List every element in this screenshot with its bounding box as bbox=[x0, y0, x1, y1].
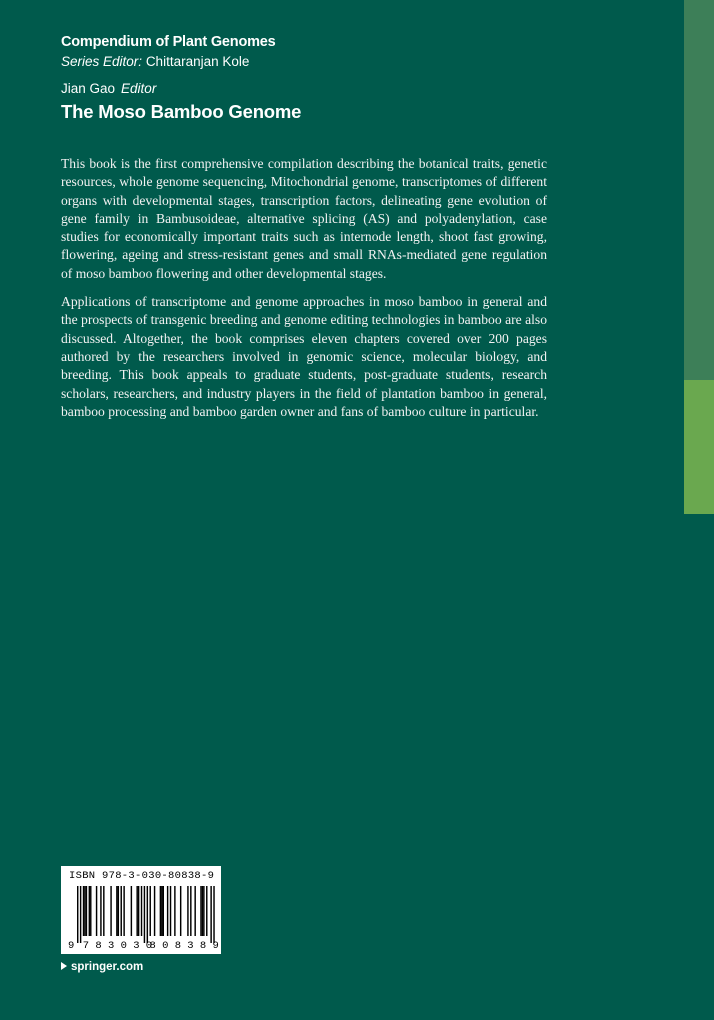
barcode-bar bbox=[150, 886, 151, 936]
barcode-digits: 8 0 8 3 8 9 bbox=[149, 940, 219, 952]
barcode-bar bbox=[138, 886, 139, 936]
barcode-bar bbox=[96, 886, 97, 936]
barcode-bar bbox=[118, 886, 119, 936]
barcode-bar bbox=[86, 886, 87, 936]
barcode-bar bbox=[100, 886, 101, 936]
barcode-digits: 9 bbox=[68, 940, 75, 952]
spine-strip-top bbox=[684, 0, 714, 380]
barcode-bar bbox=[131, 886, 132, 936]
publisher-link[interactable] bbox=[61, 961, 143, 973]
barcode-bar bbox=[161, 886, 162, 936]
barcode-digits: 7 8 3 0 3 0 bbox=[82, 940, 153, 952]
barcode-bar bbox=[147, 886, 148, 943]
barcode-bar bbox=[83, 886, 84, 936]
barcode-graphic bbox=[61, 884, 221, 954]
barcode-bar bbox=[180, 886, 181, 936]
barcode-bar bbox=[203, 886, 204, 936]
barcode-bar bbox=[123, 886, 124, 936]
barcode-bar bbox=[160, 886, 161, 936]
series-editor-name: Chittaranjan Kole bbox=[145, 54, 250, 69]
barcode-bar bbox=[167, 886, 168, 936]
barcode-bar bbox=[144, 886, 145, 943]
isbn-barcode bbox=[61, 866, 221, 954]
isbn-label: ISBN 978-3-030-80838-9 bbox=[69, 870, 215, 882]
triangle-right-icon bbox=[61, 962, 67, 970]
barcode-bar bbox=[80, 886, 81, 943]
barcode-bar bbox=[136, 886, 137, 936]
series-title: Compendium of Plant Genomes bbox=[61, 34, 276, 50]
barcode-bar bbox=[163, 886, 164, 936]
series-editor bbox=[61, 54, 249, 69]
series-editor-label: Series Editor: bbox=[61, 54, 143, 69]
description-paragraph: Applications of transcriptome and genome approaches in moso bamboo in general and the prospects of transgenic breeding and genome editing technologies in bamboo are also discussed. Altogether, the book comprises eleven chapters covered over 200 pages authored by the researchers involved in genomic science, molecular biology, and breeding. This book appeals to graduate students, post-graduate students, research scholars, researchers, and industry players in the field of plantation bamboo in general, bamboo processing and bamboo garden owner and fans of bamboo culture in particular. bbox=[61, 294, 547, 419]
barcode-bar bbox=[77, 886, 78, 943]
barcode-bar bbox=[141, 886, 142, 936]
barcode-bar bbox=[190, 886, 191, 936]
barcode-bar bbox=[154, 886, 155, 936]
book-description bbox=[61, 155, 547, 431]
barcode-bar bbox=[202, 886, 203, 936]
book-title: The Moso Bamboo Genome bbox=[61, 101, 302, 122]
book-editor-name: Jian Gao bbox=[61, 81, 116, 96]
book-editor-role: Editor bbox=[121, 81, 157, 96]
barcode-bar bbox=[174, 886, 175, 936]
barcode-bar bbox=[110, 886, 111, 936]
publisher-url: springer.com bbox=[71, 961, 144, 973]
barcode-bar bbox=[210, 886, 211, 943]
barcode-bar bbox=[103, 886, 104, 936]
barcode-bar bbox=[170, 886, 171, 936]
spine-strip-accent bbox=[684, 380, 714, 514]
barcode-bar bbox=[89, 886, 90, 936]
barcode-bar bbox=[206, 886, 207, 936]
barcode-bar bbox=[90, 886, 91, 936]
barcode-bar bbox=[116, 886, 117, 936]
book-editor bbox=[61, 81, 156, 96]
barcode-bar bbox=[121, 886, 122, 936]
barcode-bar bbox=[194, 886, 195, 936]
description-paragraph: This book is the first comprehensive compilation describing the botanical traits, genetic resources, whole genome sequencing, Mitochondrial genome, transcriptomes of different organs with developmental stages, transcription factors, delineating gene evolution of gene family in Bambusoideae, alternative splicing (AS) and polyadenylation, case studies for economically important traits such as internode length, shoot fast growing, flowering, ageing and stress-resistant genes and small RNAs-mediated gene regulation of moso bamboo flowering and other developmental stages. bbox=[61, 156, 547, 281]
barcode-bar bbox=[200, 886, 201, 936]
barcode-bar bbox=[213, 886, 214, 943]
barcode-bar bbox=[84, 886, 85, 936]
barcode-bar bbox=[187, 886, 188, 936]
